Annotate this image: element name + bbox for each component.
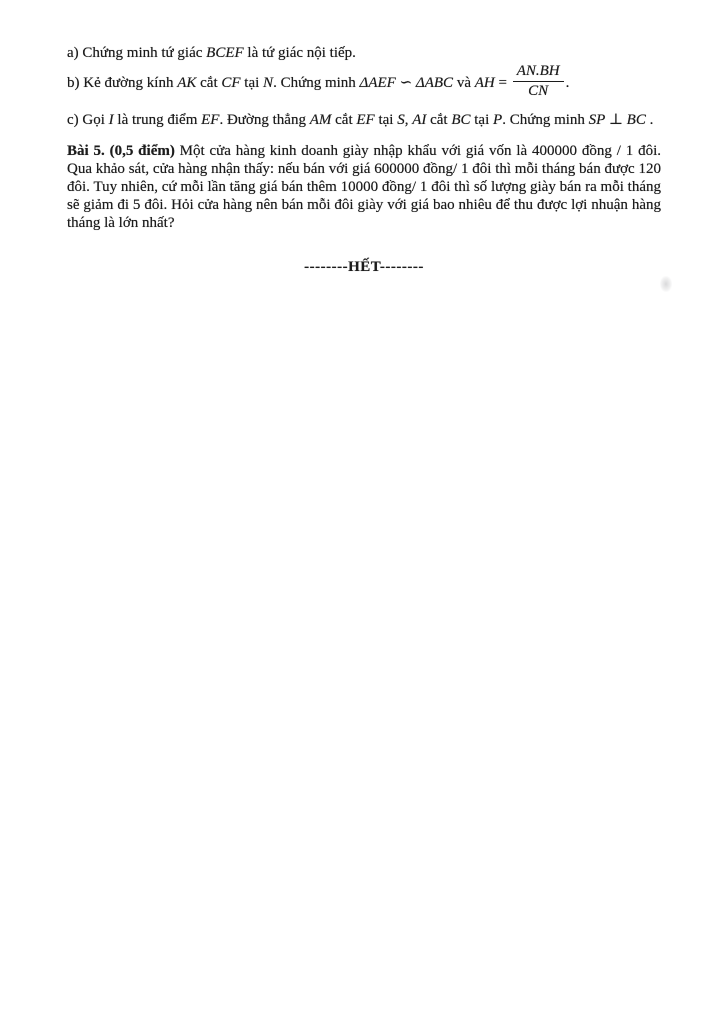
problem-5-label: Bài 5. (0,5 điểm) bbox=[67, 143, 175, 159]
question-item-b bbox=[67, 65, 661, 102]
math-ef: EF bbox=[201, 112, 220, 128]
exam-content bbox=[67, 44, 661, 276]
math-quad-bcef: BCEF bbox=[206, 45, 244, 61]
item-b-text: . bbox=[565, 74, 570, 91]
question-item-a bbox=[67, 44, 661, 62]
fraction-numerator: AN.BH bbox=[513, 63, 564, 82]
similarity-symbol: ∽ bbox=[395, 74, 416, 91]
problem-5-body: Một cửa hàng kinh doanh giày nhập khẩu với giá vốn là 400000 đồng / 1 đôi. Qua khảo sát, cửa hàng nhận thấy: nếu bán với giá 600000 đồng/ 1 đôi thì mỗi tháng bán được 120 đôi. Tuy nhiên, cứ mỗi lần tăng giá bán thêm 10000 đồng/ 1 đôi thì số lượng giày bán ra mỗi tháng sẽ giảm đi 5 đôi. Hỏi cửa hàng nên bán mỗi đôi giày với giá bao nhiêu để thu được lợi nhuận hàng tháng là lớn nhất? bbox=[67, 143, 661, 231]
fraction-an-bh-over-cn bbox=[513, 63, 564, 100]
item-b-text: và bbox=[453, 74, 475, 91]
item-b-text: . Chứng minh bbox=[273, 74, 360, 91]
math-bc: BC bbox=[451, 112, 471, 128]
math-n: N bbox=[263, 74, 274, 91]
math-ef-2: EF bbox=[356, 112, 375, 128]
math-triangle-aef: ΔAEF bbox=[359, 74, 396, 91]
item-a-text: a) Chứng minh tứ giác bbox=[67, 45, 207, 61]
math-p: P bbox=[493, 112, 503, 128]
fraction-denominator: CN bbox=[528, 83, 549, 99]
math-cf: CF bbox=[221, 74, 241, 91]
item-c-text: , bbox=[404, 112, 413, 128]
math-ah: AH bbox=[474, 74, 495, 91]
item-c-text: tại bbox=[374, 112, 398, 128]
item-b-text: tại bbox=[240, 74, 264, 91]
problem-5-paragraph bbox=[67, 142, 661, 232]
item-c-text: . bbox=[645, 112, 654, 128]
scan-artifact-smudge bbox=[660, 276, 672, 292]
math-triangle-abc: ΔABC bbox=[415, 74, 454, 91]
item-b-text: b) Kẻ đường kính bbox=[67, 74, 178, 91]
end-of-exam-marker: --------HẾT-------- bbox=[304, 259, 424, 275]
item-c-text: cắt bbox=[331, 112, 357, 128]
math-ak: AK bbox=[177, 74, 197, 91]
item-c-text: c) Gọi bbox=[67, 112, 109, 128]
item-c-text: là trung điểm bbox=[113, 112, 202, 128]
math-am: AM bbox=[309, 112, 332, 128]
math-sp-perp-bc: SP ⊥ BC bbox=[588, 112, 646, 128]
math-ai: AI bbox=[412, 112, 427, 128]
math-i: I bbox=[108, 112, 114, 128]
question-item-c bbox=[67, 111, 661, 129]
item-b-text: cắt bbox=[196, 74, 222, 91]
item-a-text: là tứ giác nội tiếp. bbox=[243, 45, 356, 61]
item-c-text: . Đường thẳng bbox=[219, 112, 310, 128]
item-c-text: . Chứng minh bbox=[502, 112, 589, 128]
equals-sign: = bbox=[494, 74, 511, 91]
math-s: S bbox=[397, 112, 405, 128]
item-c-text: tại bbox=[470, 112, 494, 128]
item-c-text: cắt bbox=[426, 112, 452, 128]
